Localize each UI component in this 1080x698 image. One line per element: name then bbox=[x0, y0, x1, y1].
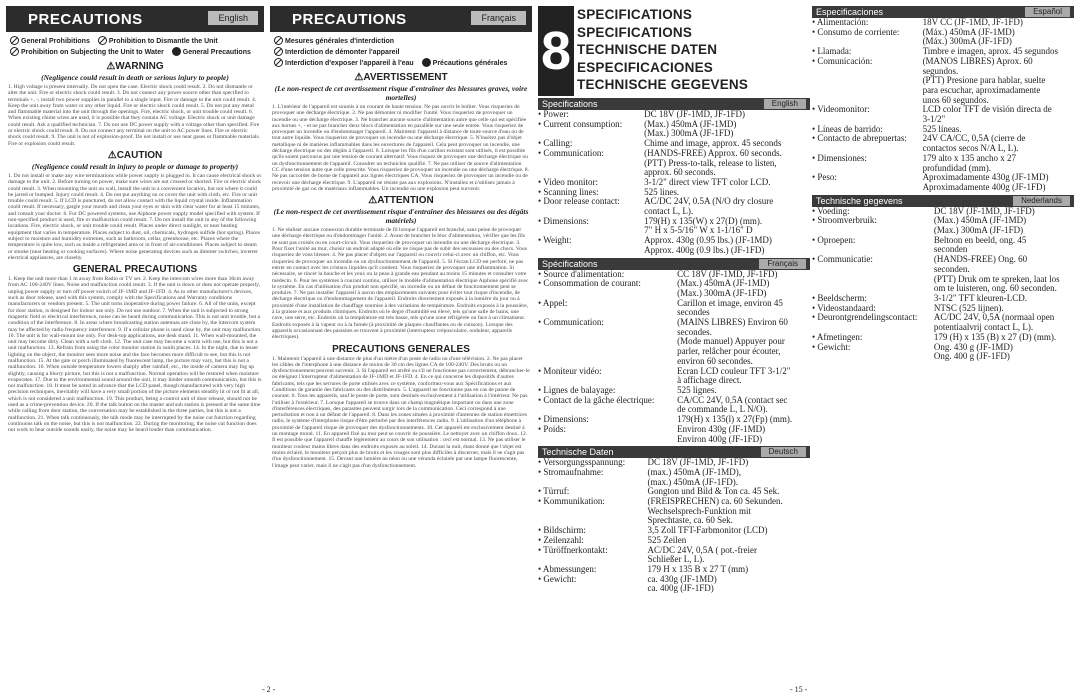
legend-no-dismantle: Prohibition to Dismantle the Unit bbox=[108, 38, 218, 45]
spec-value: secondes bbox=[677, 307, 710, 318]
spec-value: (Max.) 300mA (JF-1FD) bbox=[677, 287, 767, 298]
spec-label: • Weight: bbox=[538, 236, 644, 246]
spec-label: • Dimensions: bbox=[538, 217, 644, 227]
spec-value: 18V CC (JF-1MD, JF-1FD) bbox=[922, 17, 1023, 27]
spec-row bbox=[812, 183, 1074, 193]
prohibition-icon bbox=[274, 36, 283, 45]
specifications-column-2 bbox=[812, 6, 1074, 362]
no-dismantle-icon bbox=[98, 36, 107, 45]
symbol-legend-fr bbox=[274, 36, 532, 69]
warning-subheading-fr: (Le non-respect de cet avertissement risque d'entraîner des blessures graves, voire mortelles) bbox=[274, 84, 528, 102]
spec-label: • Videostandaard: bbox=[812, 304, 934, 314]
spec-table-fr bbox=[538, 270, 810, 445]
spec-heading-es: Especificaciones bbox=[816, 7, 884, 17]
spec-header-fr bbox=[538, 258, 810, 270]
precaution-icon bbox=[422, 58, 431, 67]
spec-label: • Communication: bbox=[538, 149, 644, 159]
spec-label bbox=[538, 337, 677, 347]
legend-general-precautions: General Precautions bbox=[182, 49, 251, 56]
spec-label: • Consommation de courant: bbox=[538, 279, 677, 289]
legend-no-water-fr: Interdiction d'exposer l'appareil à l'eau bbox=[285, 60, 414, 67]
spec-label bbox=[538, 507, 647, 517]
spec-value: approx. 60 seconds. bbox=[644, 167, 716, 178]
spec-label: • Alimentación: bbox=[812, 18, 923, 28]
spec-value: DC 18V (JF-1MD, JF-1FD) bbox=[933, 205, 1035, 216]
spec-label: • Beeldscherm: bbox=[812, 294, 934, 304]
spec-value: DC 18V (JF-1MD, JF-1FD) bbox=[647, 457, 749, 468]
spec-value: Chime and image, approx. 45 seconds bbox=[644, 138, 782, 149]
spec-label: • Dimensions: bbox=[538, 415, 677, 425]
warning-heading-en: ⚠WARNING bbox=[106, 61, 164, 72]
spec-value: 179(H) x 135(l) x 27(Fp) (mm). bbox=[677, 414, 793, 425]
language-tag-fr: Français bbox=[471, 11, 526, 25]
spec-table-es bbox=[812, 18, 1074, 193]
spec-label: • Türöffnerkontakt: bbox=[538, 546, 647, 556]
spec-value: seconden. bbox=[933, 263, 970, 274]
caution-subheading-fr: (Le non-respect de cet avertissement risque d'entraîner des blessures ou des dégâts matériels) bbox=[273, 207, 529, 226]
no-water-icon bbox=[10, 47, 19, 56]
spec-row bbox=[538, 396, 810, 406]
spec-value: Sprechtaste, ca. 60 Sek. bbox=[647, 515, 733, 526]
warning-heading-fr: ⚠AVERTISSEMENT bbox=[354, 72, 448, 83]
spec-value: 179 H x 135 B x 27 T (mm) bbox=[647, 563, 749, 574]
precautions-french bbox=[270, 6, 532, 469]
spec-label: • Gewicht: bbox=[538, 575, 647, 585]
spec-label: • Versorgungsspannung: bbox=[538, 458, 647, 468]
spec-label: • Llamada: bbox=[812, 47, 923, 57]
spec-value: seconden bbox=[933, 244, 968, 255]
spec-label: • Consumo de corriente: bbox=[812, 28, 923, 38]
spec-label bbox=[538, 328, 677, 338]
spec-value: ca. 430g (JF-1MD) bbox=[647, 573, 717, 584]
symbol-legend-en bbox=[10, 36, 264, 58]
spec-label: • Afmetingen: bbox=[812, 333, 934, 343]
spec-label: • Appel: bbox=[538, 299, 677, 309]
spec-value: Ong. 430 g (JF-1MD) bbox=[933, 341, 1013, 352]
page-number-left: - 2 - bbox=[262, 685, 276, 694]
spec-value: CA/CC 24V, 0,5A (contact sec bbox=[677, 394, 788, 405]
spec-label: • Lignes de balayage: bbox=[538, 386, 677, 396]
spec-label: • Peso: bbox=[812, 173, 923, 183]
spec-value: DC 18V (JF-1MD, JF-1FD) bbox=[644, 109, 745, 119]
spec-table-nl bbox=[812, 207, 1074, 362]
spec-label: • Stroomverbruik: bbox=[812, 216, 934, 226]
precautions-header-fr bbox=[270, 6, 532, 32]
spec-label bbox=[812, 86, 923, 96]
legend-general-precautions-fr: Précautions générales bbox=[432, 60, 508, 67]
spec-label: • Contact de la gâche électrique: bbox=[538, 396, 677, 406]
spec-value: secondes. bbox=[677, 326, 712, 337]
warning-text-fr: 1. L'intérieur de l'appareil est soumis à un courant de haute tension. Ne pas ouvrir le boîtier. Vous risqueriez de provoquer une décharge électrique. 2. Ne pas démonter ni modifier l'unité. Vous risqueriez de provoquer un incendie ou une décharge électrique. 3. Ne brancher aucune source d'alimentation autre que celle qui est spécifiée aux bornes +, - et ne pas brancher deux blocs d'alimentation en parallèle sur une seule entrée. Vous risqueriez de provoquer un incendie ou d'endommager l'appareil. 4. Maintenir l'appareil à distance de toute source d'eau ou de tout autre liquide. Vous risqueriez de provoquer un incendie ou une décharge électrique. 5. N'insérez pas d'objet métallique ni de matières inflammables dans les ouvertures de l'appareil. Cela peut provoquer un incendie, une décharge électrique ou des dégâts à l'appareil. 6. Lorsque les fils d'un carillon existant sont utilisés, il est possible qu'ils soient parcourus par une tension de courant alternatif. Vous risquez de provoquer une décharge électrique ou un dysfonctionnement de l'appareil. Consulter un technicien qualifié. 7. Ne pas utiliser de source d'alimentation CC d'une tension autre que celle prescrite. Vous risqueriez de provoquer un incendie ou une décharge électrique. 8. Ne pas raccorder de borne de l'appareil aux lignes électriques CA. Vous risqueriez de provoquer un incendie ou de recevoir une décharge électrique. 9. L'appareil ne résiste pas aux explosions. N'installez et n'utilisez jamais à proximité de gaz ou de matériaux inflammables. Un incendie ou une explosion peut survenir. bbox=[272, 104, 529, 192]
spec-value: 525 lines. bbox=[644, 186, 680, 197]
spec-value: (Max.) 300mA (JF-1FD) bbox=[644, 128, 734, 139]
spec-table-de bbox=[538, 458, 810, 594]
spec-value: Aproximadamente 430g (JF-1MD) bbox=[922, 172, 1049, 183]
spec-heading-de: Technische Daten bbox=[542, 447, 614, 458]
section-title-fr: SPECIFICATIONS bbox=[577, 24, 693, 40]
general-precautions-heading-fr: PRECAUTIONS GENERALES bbox=[332, 343, 470, 355]
spec-value: (MAINS LIBRES) Environ 60 bbox=[677, 317, 788, 328]
spec-label bbox=[812, 275, 934, 285]
spec-value: 24V CA/CC, 0,5A (cierre de bbox=[922, 133, 1026, 144]
spec-value: (Max.) 300mA (JF-1FD) bbox=[933, 225, 1024, 236]
section-number: 8 bbox=[538, 6, 574, 96]
spec-value: (MANOS LIBRES) Aprox. 60 bbox=[922, 55, 1033, 66]
spec-lang-de: Deutsch bbox=[761, 447, 806, 457]
spec-table-en bbox=[538, 110, 810, 256]
spec-value: 525 líneas. bbox=[922, 123, 962, 134]
spec-value: (HANDS-FREE) Ong. 60 bbox=[933, 254, 1028, 265]
specifications-column-1 bbox=[538, 6, 810, 594]
spec-label bbox=[538, 584, 647, 594]
spec-value: ca. 400g (JF-1FD) bbox=[647, 583, 714, 594]
spec-value: 179 alto x 135 ancho x 27 bbox=[922, 152, 1017, 163]
spec-value: (PTT) Druk om te spreken, laat los bbox=[933, 273, 1060, 284]
spec-value: (FREISPRECHEN) ca. 60 Sekunden. bbox=[647, 496, 783, 507]
spec-value: potentiaalvrij contact L, L). bbox=[933, 322, 1034, 333]
spec-row bbox=[538, 425, 810, 435]
spec-value: para escuchar, aproximadamente bbox=[922, 84, 1041, 95]
spec-label: • Abmessungen: bbox=[538, 565, 647, 575]
section-title-en: SPECIFICATIONS bbox=[577, 7, 693, 22]
no-dismantle-icon bbox=[274, 47, 283, 56]
spec-value: AC/DC 24V, 0.5A (N/O dry closure bbox=[644, 196, 774, 207]
spec-value: Beltoon en beeld, ong. 45 bbox=[933, 234, 1027, 245]
spec-row bbox=[538, 246, 810, 256]
spec-lang-nl: Nederlands bbox=[1013, 196, 1070, 206]
spec-row bbox=[538, 584, 810, 594]
spec-value: AC/DC 24V, 0,5A (normaal open bbox=[933, 312, 1055, 323]
spec-value: Timbre e imagen, aprox. 45 segundos bbox=[922, 46, 1058, 57]
spec-row bbox=[538, 279, 810, 289]
spec-label: • Gewicht: bbox=[812, 343, 934, 353]
spec-label: • Moniteur vidéo: bbox=[538, 367, 677, 377]
spec-value: (Máx.) 300mA (JF-1FD) bbox=[922, 36, 1012, 47]
spec-value: 525 Zeilen bbox=[647, 534, 687, 545]
spec-value: 179(H) x 135(W) x 27(D) (mm). bbox=[644, 215, 763, 226]
spec-value: CC 18V (JF-1MD, JF-1FD) bbox=[677, 268, 778, 279]
spec-value: om te luisteren, ong. 60 seconden. bbox=[933, 283, 1057, 294]
warning-text-en: 1. High voltage is present internally. Do not open the case. Electric shock could result. 2. Do not dismantle or alter the unit. Fire or electric shock could result. 3. Do not connect any power source other than specified to terminals +, -; install two power supplies in parallel to a single input. Fire or damage to the unit could result. 4. Keep the unit away from water or any other liquid. Fire or electric shock could result. 5. Do not put any metal and flammable material into the unit through the openings. Fire, electric shock, or unit trouble could result. 6. When existing chime wires are used, it is possible that they contain AC voltage. Electric shock or unit damage could result. Ask a qualified technician. 7. Do not use DC power supply with a voltage other than specified. Fire or electric shock could result. 8. Do not connect any terminal on the unit to AC power lines. Fire or electric shock could result. 9. The unit is not of explosion-proof. Do not install or use near gases or flammable materials. Fire or explosion could result. bbox=[8, 84, 261, 147]
precaution-icon bbox=[172, 47, 181, 56]
spec-value: Ecran LCD couleur TFT 3-1/2" bbox=[677, 365, 791, 376]
spec-label: • Líneas de barrido: bbox=[812, 125, 923, 135]
spec-value: contact L, L). bbox=[644, 206, 694, 217]
spec-value: (Mode manuel) Appuyer pour bbox=[677, 336, 785, 347]
spec-heading-nl: Technische gegevens bbox=[816, 195, 903, 206]
spec-value: contactos secos N/A L, L). bbox=[922, 143, 1019, 154]
general-precautions-text-en: 1. Keep the unit more than 1 m away from Radio or TV set. 2. Keep the intercom wires more than 30cm away from AC 100-240V lines. Noise and malfunction could result. 3. If the unit is down or does not operate properly, unplug power supply or turn off power switch of JF-1MD and JF-1FD. 4. As to other manufacturer's devices, such as door release, used with this system, comply with the Specifications and Warranty conditions manufacturers or vendors present. 5. The unit turns inoperative during power failure. 6. All of the units, except for door station, is designed for indoor use only. Do not use outdoor. 7. When the unit is subjected to strong magnetic field or electrical interference, noise can be heard during communication. This is not unit trouble, but a condition of the interference. 8. In areas where broadcasting station antennas are close by, the intercom system may be affected by radio frequency interference. 9. If a cellular phone is used close by, the unit may malfunction. 10. The unit is for wall-mount use only. For desk-top applications, use desk stand. 11. When wall-mounted, the unit may become dirty. Clean with a soft cloth. 12. The unit case may become a warm with use, but this is not a unit malfunction. 13. Refrain from using the color monitor station in sunlit places. 14. In the night, due to lesser lighting on the object, the monitor sees more noise and the face becomes more difficult to see, but this is not malfunction. 15. At the gate or porch illuminated by fluorescent lamp, the picture may vary, but this is not a malfunction. 16. When outside temperature lowers sharply after rainfall, etc., the inside of camera may fog up slightly, causing a blurry picture, but this is not a malfunction. Normal operation will be restored when moisture evaporates. 17. Due to the environmental sound around the unit, it may hinder smooth communication, but this is not malfunction. 18. It must be noted in advance that the LCD panel, though manufactured with very high precision techniques, inevitably will have a very small portion of the picture elements steadily lit or not lit at all, which is not considered a unit malfunction. 19. This product, being a control unit of door release, should not be used as a crime-prevention device. 20. If the talk button on the master and sub station is pressed at the same time while calling from door station, the conversation may be established in the three parties, but this is not a malfunction. 21. When talk continuously, the talk mode may be interrupted by the noise cut function regarding continuous talk on the noise, but this is not malfunction. 22. During the monitoring, the noise cut function does not work to hear outside sounds easily, the noise may be heard louder than communication. bbox=[8, 276, 262, 434]
caution-heading-en: ⚠CAUTION bbox=[107, 149, 163, 161]
spec-value: Carillon et image, environ 45 bbox=[677, 297, 783, 308]
spec-value: Environ 430g (JF-1MD) bbox=[677, 423, 766, 434]
spec-value: environ 60 secondes. bbox=[677, 355, 753, 366]
spec-value: 179 (H) x 135 (B) x 27 (D) (mm). bbox=[933, 331, 1057, 342]
warning-subheading-en: (Negligence could result in death or serious injury to people) bbox=[41, 73, 229, 82]
precautions-title-fr: PRECAUTIONS bbox=[292, 10, 407, 28]
spec-value: AC/DC 24V, 0,5A ( pot.-freier bbox=[647, 544, 758, 555]
precautions-english bbox=[6, 6, 264, 434]
section-title-nl: TECHNISCHE GEGEVENS bbox=[577, 77, 749, 93]
no-water-icon bbox=[274, 58, 283, 67]
language-tag-en: English bbox=[208, 11, 258, 25]
spec-label: • Stromaufnahme: bbox=[538, 468, 647, 478]
spec-value: Environ 400g (JF-1FD) bbox=[677, 433, 763, 444]
spec-label bbox=[538, 435, 677, 445]
spec-value: Wechselsprech-Funktion mit bbox=[647, 505, 751, 516]
spec-label bbox=[538, 347, 677, 357]
spec-value: (HANDS-FREE) Approx. 60 seconds. bbox=[644, 147, 782, 158]
legend-general-prohibitions-fr: Mesures générales d'interdiction bbox=[285, 38, 395, 45]
spec-value: LCD color TFT de visión directa de bbox=[922, 104, 1052, 115]
legend-no-dismantle-fr: Interdiction de démonter l'appareil bbox=[285, 49, 400, 56]
spec-value: (PTT) Presione para hablar, suelte bbox=[922, 75, 1046, 86]
spec-value: (max.) 450mA (JF-1FD). bbox=[647, 476, 738, 487]
spec-header-nl bbox=[812, 195, 1074, 207]
spec-label: • Voeding: bbox=[812, 207, 934, 217]
spec-label: • Kommunikation: bbox=[538, 497, 647, 507]
spec-value: (max.) 450mA (JF-1MD), bbox=[647, 466, 741, 477]
spec-value: parler, relâcher pour écouter, bbox=[677, 346, 781, 357]
spec-value: Approx. 430g (0.95 lbs.) (JF-1MD) bbox=[644, 235, 772, 246]
spec-label: • Calling: bbox=[538, 139, 644, 149]
spec-row bbox=[538, 415, 810, 425]
spec-value: Schließer L, L). bbox=[647, 554, 705, 565]
spec-row bbox=[538, 347, 810, 357]
spec-value: 3-1/2" TFT kleuren-LCD. bbox=[933, 292, 1027, 303]
spec-row bbox=[538, 318, 810, 328]
spec-value: Aproximadamente 400g (JF-1FD) bbox=[922, 181, 1046, 192]
section-title-es: ESPECIFICACIONES bbox=[577, 59, 713, 75]
section-title-de: TECHNISCHE DATEN bbox=[577, 42, 718, 58]
spec-label: • Comunicación: bbox=[812, 57, 923, 67]
spec-label: • Oproepen: bbox=[812, 236, 934, 246]
spec-label bbox=[538, 159, 644, 169]
precautions-title-en: PRECAUTIONS bbox=[28, 10, 143, 28]
spec-label bbox=[812, 76, 923, 86]
general-precautions-text-fr: 1. Maintenir l'appareil à une distance de plus d'un mètre d'un poste de radio ou d'une télévision. 2. Ne pas placer les câbles de l'interphone à une distance de moins de 30 cm des lignes CA de 100-240V. Des bruits ou un dysfonctionnement peuvent survenir. 3. Si l'appareil est arrêté ou s'il ne fonctionne pas correctement, débrancher-le ou éteignez l'interrupteur d'alimentation de JF-1MD et JF-1FD. 4. En ce qui concerne les dispositifs d'autres fabricants, tels que les serrures de porte utilisés avec ce système, conformez-vous aux Spécifications et aux Conditions de garantie des fabricants ou des distributeurs. 5. L'appareil ne fonctionne pas en cas de panne de courant. 6. Tous les appareils, sauf le poste de porte, sont destinés exclusivement à l'utilisation à l'intérieur. Ne pas l'utiliser à l'extérieur. 7. Lorsque l'appareil se trouve dans un champ magnétique important ou dans une zone d'interférences électriques, des parasites peuvent surgir lors de la communication. Ceci correspond à une perturbation et non à un défaut de l'appareil. 8. Dans les zones situées à proximité d'antennes de station émettrices radio, le système d'interphone risque d'être perturbé par des interférences radio. 9. L'utilisation d'un téléphone à proximité de l'appareil risque de provoquer des dysfonctionnements. 10. Cet appareil est exclusivement destiné à un montage mural. 11. En appareil fixé au mur peut se couvrir de poussière. Le nettoyer avec un chiffon doux. 12. Il est possible que l'appareil chauffe légèrement au cours de son utilisation : ceci est normal. 13. Ne pas utiliser le moniteur couleur mains libres dans des endroits exposés au soleil. 14. Durant la nuit, étant donné que l'objet est moins éclairé, le moniteur perçoit plus de bruits et les visages sont plus difficiles à discerner, mais il ne s'agit pas d'un dysfonctionnement. 15. Devant une lumière au néon ou une véranda éclairée par une lampe fluorescente, l'image peut varier, mais il ne s'agit pas d'un dysfonctionnement. bbox=[272, 355, 530, 469]
spec-value: 7" H x 5-5/16" W x 1-1/16" D bbox=[644, 225, 753, 236]
spec-value: (Max.) 450mA (JF-1MD) bbox=[933, 215, 1027, 226]
spec-label: • Videomonitor: bbox=[812, 105, 923, 115]
spec-value: Gongton und Bild & Ton ca. 45 Sek. bbox=[647, 486, 780, 497]
spec-row bbox=[812, 352, 1074, 362]
spec-label bbox=[538, 246, 644, 256]
page-number-right: - 15 - bbox=[790, 685, 808, 694]
spec-label: • Communication: bbox=[538, 318, 677, 328]
section-titles bbox=[574, 6, 810, 96]
spec-label bbox=[812, 352, 934, 362]
spec-value: unos 60 segundos. bbox=[922, 94, 989, 105]
spec-label: • Dimensiones: bbox=[812, 154, 923, 164]
spec-value: 525 lignes. bbox=[677, 384, 717, 395]
spec-row bbox=[538, 435, 810, 445]
prohibition-icon bbox=[10, 36, 19, 45]
spec-value: (PTT) Press-to-talk, release to listen, bbox=[644, 157, 777, 168]
caution-subheading-en: (Negligence could result in injury to people or damage to property) bbox=[31, 161, 239, 171]
spec-label: • Bildschirm: bbox=[538, 526, 647, 536]
spec-label: • Deurontgrendelingscontact: bbox=[812, 313, 934, 323]
spec-value: profundidad (mm). bbox=[922, 162, 992, 173]
spec-label bbox=[812, 265, 934, 275]
spec-label bbox=[812, 183, 923, 193]
spec-label: • Power: bbox=[538, 110, 644, 120]
legend-general-prohibitions: General Prohibitions bbox=[21, 38, 90, 45]
spec-value: Ong. 400 g (JF-1FD) bbox=[933, 351, 1010, 362]
spec-label: • Current consumption: bbox=[538, 120, 644, 130]
caution-text-fr: 1. Ne réaliser aucune connexion durable terminale de fil lorsque l'appareil est branché, sans peine de provoquer une décharge électrique ou d'endommager l'unité. 2. Avant de brancher le bloc d'alimentation, vérifier que les fils ne sont pas croisés ou en court-circuit. Vous risqueriez de provoquer un incendie ou une décharge électrique. 3. Pour fixer l'unité au mur, choisir un endroit adapté où elle ne risque pas de subir des secousses ou des chocs. Vous risqueriez de vous blesser. 4. Ne pas placer d'objets sur l'appareil ou couvrir celui-ci avec un chiffon, etc. Vous risqueriez de provoquer un incendie ou un dysfonctionnement de l'appareil. 5. Si l'écran LCD est perforé, ne pas entrer en contact avec les cristaux liquides qu'il contient. Vous risqueriez de provoquer une inflammation. Si nécessaire, se rincer la bouche et les yeux ou la peau à grande eau pendant au moins 15 minutes et consulter votre médecin. 6. Pour les systèmes à courant continu, utiliser le modèle d'alimentation électrique Aiphone spécifié avec le système. En cas d'utilisation d'un produit non spécifié, un incendie ou un défaut de fonctionnement peut se produire. 7. Ne pas installer l'appareil à aucun des emplacements suivants pour éviter tout risque d'incendie, de décharge électrique ou d'endommagement de l'appareil. Endroits directement exposés à la lumière du jour ou à proximité d'une installation de chauffage soumise à des variations de température. Endroits exposés à la poussière, à la graisse et aux produits chimiques. Endroits où le degré d'humidité est élevé, tels qu'une salle de bains, une cave, une serre, etc. Endroits où la température est très basse, tels qu'une zone réfrigérée ou face à un climatiseur. Endroits exposés à la vapeur ou à la fumée (à proximité de plaques chauffantes ou de cuisson). Lorsque des appareils occasionnant des parasites se trouvent à proximité (interrupteur crépusculaire, onduleur, appareils électriques). bbox=[272, 227, 529, 341]
spec-value: (Max.) 450mA (JF-1MD) bbox=[644, 118, 737, 129]
spec-label: • Poids: bbox=[538, 425, 677, 435]
spec-value: (Max.) 450mA (JF-1MD) bbox=[677, 278, 770, 289]
specifications-hero bbox=[538, 6, 810, 96]
spec-label: • Zeilenzahl: bbox=[538, 536, 647, 546]
spec-value: 3-1/2" bbox=[922, 114, 946, 125]
spec-value: Approx. 400g (0.9 lbs.) (JF-1FD) bbox=[644, 244, 765, 255]
spec-value: segundos. bbox=[922, 65, 959, 76]
spec-label bbox=[812, 67, 923, 77]
spec-row bbox=[538, 299, 810, 309]
spec-value: 3,5 Zoll TFT-Farbmonitor (LCD) bbox=[647, 525, 768, 536]
general-precautions-heading-en: GENERAL PRECAUTIONS bbox=[72, 264, 198, 276]
spec-lang-es: Español bbox=[1025, 7, 1070, 17]
spec-label: • Contacto de abrepuertas: bbox=[812, 134, 923, 144]
spec-value: (Máx.) 450mA (JF-1MD) bbox=[922, 26, 1015, 37]
spec-label: • Communicatie: bbox=[812, 255, 934, 265]
spec-value: de commande L, L N/O). bbox=[677, 404, 768, 415]
spec-value: 3-1/2" direct view TFT color LCD. bbox=[644, 176, 771, 187]
spec-label: • Video monitor: bbox=[538, 178, 644, 188]
spec-lang-en: English bbox=[764, 99, 806, 109]
precautions-header-en bbox=[6, 6, 264, 32]
spec-lang-fr: Français bbox=[759, 259, 806, 269]
caution-text-en: 1. Do not install or make any wire terminations while power supply is plugged in. It can cause electrical shock or damage to the unit. 2. Before turning on power, make sure wires are not crossed or shorted. Fire or electric shock could result. 3. When mounting the unit on wall, install the unit in a convenient location, but not where it could be jarred or bumped. Injury could result. 4. Do not put anything on or cover the unit with cloth, etc. Fire or unit trouble could result. 5. If LCD is punctured, do not allow contact with the liquid crystal inside. Inflammation could result. If necessary, gargle your mouth and clean your eyes or skin with clear water for at least 15 minutes, and consult your doctor. 6. For DC powered systems, use Aiphone power supply model specified with system. If non-specified product is used, fire or malfunction could result. 7. Do not install the unit in any of the following locations. Fire, electric shock, or unit trouble could result. Places under direct sunlight, or near heating equipment that varies in temperature. Places subject to dust, oil, chemicals, hydrogen sulfide (hot spring). Places subject to moisture and humidity extremes, such as bathroom, cellar, greenhouse, etc. Places where the temperature is quite low, such as inside a refrigerated area or in front of air-conditioner. Places subject to steam or smoke (near heating or cooking surfaces). Where noise generating devices such as dimmer switches, inverter electrical appliances, are closeby. bbox=[8, 172, 262, 261]
spec-row bbox=[538, 367, 810, 377]
spec-label: • Door release contact: bbox=[538, 197, 644, 207]
spec-value: NTSC (525 lijnen). bbox=[933, 302, 1004, 313]
spec-heading-fr: Spécifications bbox=[542, 258, 598, 269]
spec-label: • Source d'alimentation: bbox=[538, 270, 677, 280]
spec-label: • Türruf: bbox=[538, 487, 647, 497]
caution-heading-fr: ⚠ATTENTION bbox=[368, 195, 434, 207]
spec-value: à affichage direct. bbox=[677, 375, 742, 386]
spec-label: • Scanning lines: bbox=[538, 188, 644, 198]
legend-no-water: Prohibition on Subjecting the Unit to Water bbox=[21, 49, 164, 56]
spec-heading-en: Specifications bbox=[542, 99, 598, 109]
